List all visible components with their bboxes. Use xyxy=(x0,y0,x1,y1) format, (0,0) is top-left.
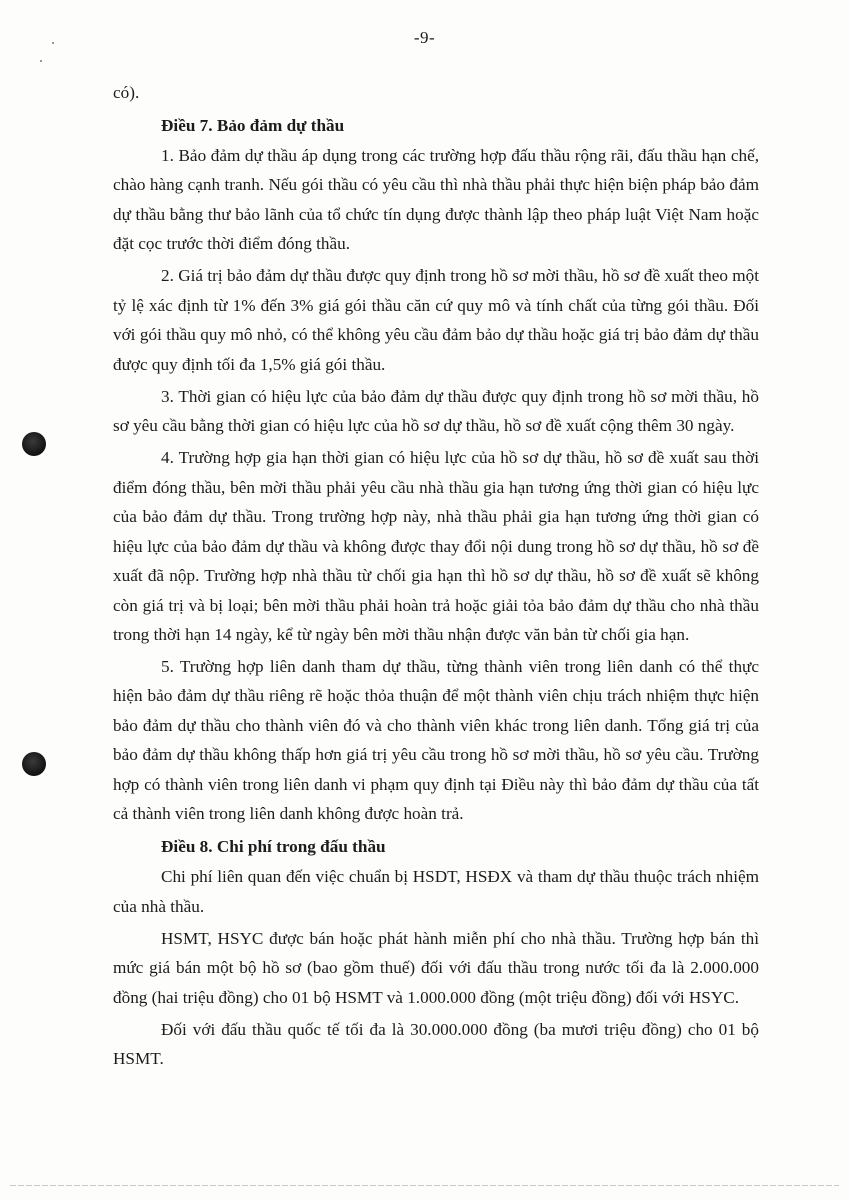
article-7-clause-2: 2. Giá trị bảo đảm dự thầu được quy định trong hồ sơ mời thầu, hồ sơ đề xuất theo một tỷ lệ xác định từ 1% đến 3% giá gói thầu căn cứ quy mô và tính chất của từng gói thầu. Đối với gói thầu quy mô nhỏ, có thể không yêu cầu đảm bảo dự thầu hoặc giá trị bảo đảm dự thầu được quy định tối đa 1,5% giá gói thầu. xyxy=(113,266,759,374)
scan-speck xyxy=(40,60,42,62)
punch-hole xyxy=(22,752,46,776)
article-8-paragraph-2: HSMT, HSYC được bán hoặc phát hành miễn phí cho nhà thầu. Trường hợp bán thì mức giá bán một bộ hồ sơ (bao gồm thuế) đối với đấu thầu trong nước tối đa là 2.000.000 đồng (hai triệu đồng) cho 01 bộ HSMT và 1.000.000 đồng (một triệu đồng) đối với HSYC. xyxy=(113,928,759,1007)
punch-hole xyxy=(22,432,46,456)
article-7-clause-1: 1. Bảo đảm dự thầu áp dụng trong các trường hợp đấu thầu rộng rãi, đấu thầu hạn chế, chào hàng cạnh tranh. Nếu gói thầu có yêu cầu thì nhà thầu phải thực hiện biện pháp bảo đảm dự thầu bằng thư bảo lãnh của tổ chức tín dụng được thành lập theo pháp luật Việt Nam hoặc đặt cọc trước thời điểm đóng thầu. xyxy=(113,145,759,254)
article-7-clause-4: 4. Trường hợp gia hạn thời gian có hiệu lực của hồ sơ dự thầu, hồ sơ đề xuất sau thời điểm đóng thầu, bên mời thầu phải yêu cầu nhà thầu gia hạn tương ứng thời gian có hiệu lực của bảo đảm dự thầu. Trong trường hợp này, nhà thầu phải gia hạn tương ứng thời gian có hiệu lực của bảo đảm dự thầu và không được thay đổi nội dung trong hồ sơ dự thầu, hồ sơ đề xuất đã nộp. Trường hợp nhà thầu từ chối gia hạn thì hồ sơ dự thầu, hồ sơ đề xuất sẽ không còn giá trị và bị loại; bên mời thầu phải hoàn trả hoặc giải tỏa bảo đảm dự thầu cho nhà thầu trong thời hạn 14 ngày, kể từ ngày bên mời thầu nhận được văn bản từ chối gia hạn. xyxy=(113,448,759,645)
article-8-heading: Điều 8. Chi phí trong đấu thầu xyxy=(161,837,386,857)
article-7-clause-3: 3. Thời gian có hiệu lực của bảo đảm dự thầu được quy định trong hồ sơ mời thầu, hồ sơ yêu cầu bằng thời gian có hiệu lực của hồ sơ dự thầu, hồ sơ đề xuất cộng thêm 30 ngày. xyxy=(113,386,759,436)
scan-bottom-edge xyxy=(10,1185,839,1186)
article-8-paragraph-3: Đối với đấu thầu quốc tế tối đa là 30.000.000 đồng (ba mươi triệu đồng) cho 01 bộ HSMT. xyxy=(113,1019,759,1069)
scan-speck xyxy=(52,42,54,44)
article-7-clause-5: 5. Trường hợp liên danh tham dự thầu, từng thành viên trong liên danh có thể thực hiện bảo đảm dự thầu riêng rẽ hoặc thỏa thuận để một thành viên chịu trách nhiệm thực hiện bảo đảm dự thầu cho thành viên đó và cho thành viên khác trong liên danh. Tổng giá trị của bảo đảm dự thầu không thấp hơn giá trị yêu cầu trong hồ sơ mời thầu, hồ sơ yêu cầu. Trường hợp có thành viên trong liên danh vi phạm quy định tại Điều này thì bảo đảm dự thầu của tất cả thành viên trong liên danh không được hoàn trả. xyxy=(113,656,759,824)
document-body xyxy=(113,78,759,1076)
paragraph-continuation: có). xyxy=(113,83,140,102)
page-number: -9- xyxy=(413,28,436,47)
article-7-heading: Điều 7. Bảo đảm dự thầu xyxy=(161,115,345,135)
article-8-paragraph-1: Chi phí liên quan đến việc chuẩn bị HSDT, HSĐX và tham dự thầu thuộc trách nhiệm của nhà thầu. xyxy=(113,867,759,916)
